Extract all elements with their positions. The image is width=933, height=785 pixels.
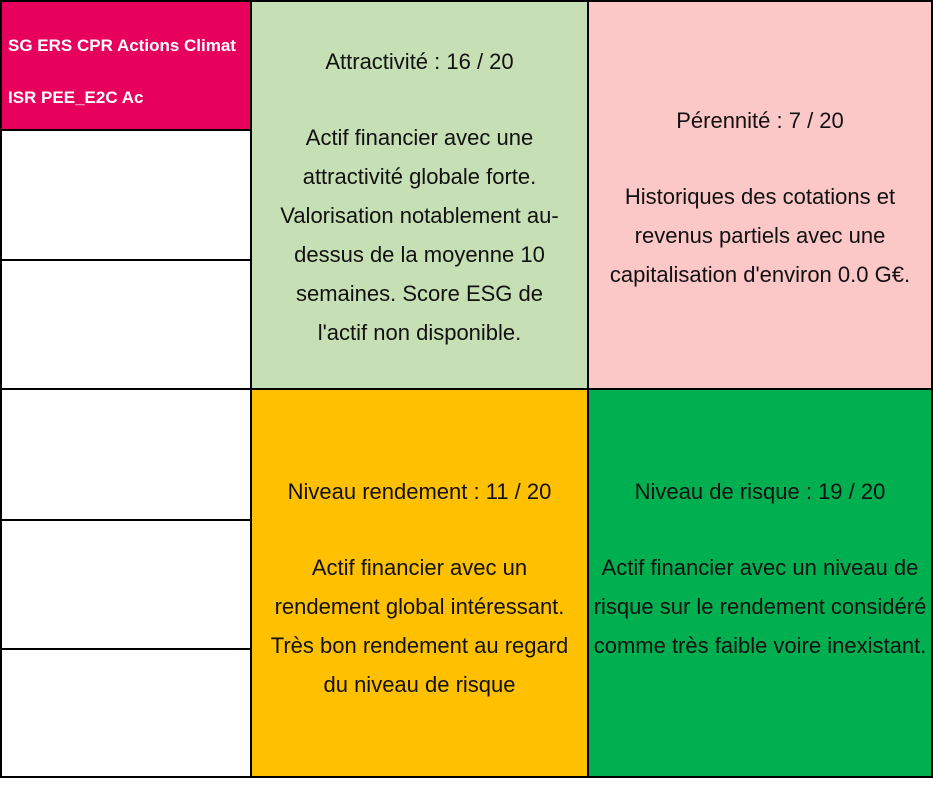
attractivite-title: Attractivité : 16 / 20 (325, 49, 514, 74)
rendement-title: Niveau rendement : 11 / 20 (287, 479, 552, 504)
empty-cell-2[interactable] (0, 259, 252, 390)
empty-cell-5[interactable] (0, 648, 252, 778)
perennite-panel[interactable] (587, 0, 933, 390)
empty-cell-4[interactable] (0, 519, 252, 650)
rendement-panel[interactable] (250, 388, 589, 778)
rendement-description: Actif financier avec un rendement global intéressant. Très bon rendement au regard du niveau de risque (270, 555, 569, 697)
risque-description: Actif financier avec un niveau de risque sur le rendement considéré comme très faible voire inexistant. (593, 555, 927, 658)
perennite-description: Historiques des cotations et revenus partiels avec une capitalisation d'environ 0.0 G€. (609, 184, 911, 287)
attractivite-panel[interactable] (250, 0, 589, 390)
risque-panel[interactable] (587, 388, 933, 778)
risque-title: Niveau de risque : 19 / 20 (634, 479, 886, 504)
fund-name-line-2: ISR PEE_E2C Ac (8, 88, 144, 107)
fund-header-cell[interactable] (0, 0, 252, 131)
empty-cell-1[interactable] (0, 129, 252, 261)
empty-cell-3[interactable] (0, 388, 252, 521)
fund-name-line-1: SG ERS CPR Actions Climat (8, 36, 236, 55)
perennite-title: Pérennité : 7 / 20 (676, 108, 844, 133)
attractivite-description: Actif financier avec une attractivité globale forte. Valorisation notablement au-dessus de la moyenne 10 semaines. Score ESG de l'actif non disponible. (280, 125, 559, 345)
